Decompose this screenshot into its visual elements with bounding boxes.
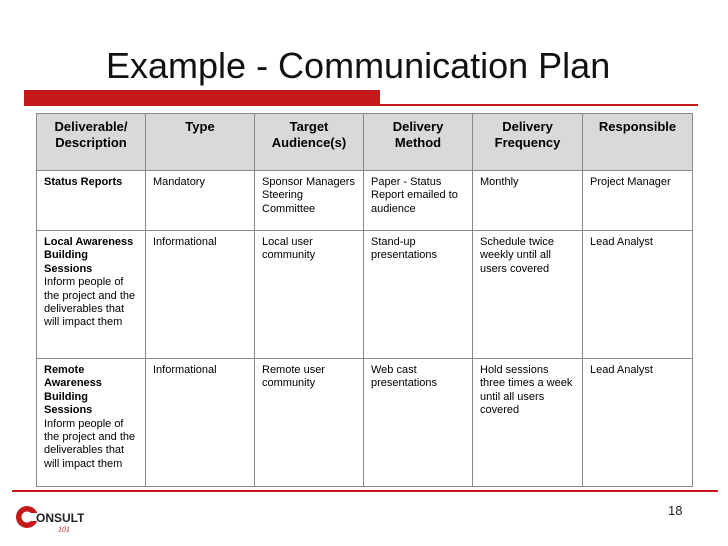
header-target-audience: Target Audience(s)	[255, 114, 364, 171]
cell-deliverable	[37, 359, 146, 487]
cell-frequency: Hold sessions three times a week until all users covered	[473, 359, 583, 487]
cell-frequency: Monthly	[473, 171, 583, 231]
logo-wordmark: ONSULT	[36, 511, 84, 525]
cell-responsible: Lead Analyst	[583, 359, 693, 487]
communication-plan-table	[36, 113, 693, 487]
deliverable-description: Inform people of the project and the deliverables that will impact them	[44, 417, 136, 470]
cell-type: Informational	[146, 359, 255, 487]
cell-audience: Local user community	[255, 231, 364, 359]
table-row	[37, 171, 693, 231]
slide-title: Example - Communication Plan	[106, 45, 611, 86]
cell-audience: Sponsor Managers Steering Committee	[255, 171, 364, 231]
consult-101-logo-icon	[14, 500, 84, 536]
cell-type: Mandatory	[146, 171, 255, 231]
cell-method: Paper - Status Report emailed to audience	[364, 171, 473, 231]
table-row	[37, 359, 693, 487]
deliverable-description: Inform people of the project and the deliverables that will impact them	[44, 276, 136, 329]
deliverable-title: Local Awareness Building Sessions	[44, 236, 134, 275]
table-row	[37, 231, 693, 359]
logo-subtext: 101	[58, 525, 70, 534]
cell-responsible: Lead Analyst	[583, 231, 693, 359]
table-header-row	[37, 114, 693, 171]
cell-audience: Remote user community	[255, 359, 364, 487]
cell-deliverable	[37, 231, 146, 359]
cell-method: Stand-up presentations	[364, 231, 473, 359]
cell-method: Web cast presentations	[364, 359, 473, 487]
header-delivery-frequency: Delivery Frequency	[473, 114, 583, 171]
header-deliverable: Deliverable/ Description	[37, 114, 146, 171]
header-delivery-method: Delivery Method	[364, 114, 473, 171]
cell-deliverable	[37, 171, 146, 231]
deliverable-title: Status Reports	[44, 176, 123, 188]
cell-type: Informational	[146, 231, 255, 359]
header-responsible: Responsible	[583, 114, 693, 171]
cell-responsible: Project Manager	[583, 171, 693, 231]
deliverable-title: Remote Awareness Building Sessions	[44, 364, 102, 417]
cell-frequency: Schedule twice weekly until all users covered	[473, 231, 583, 359]
header-type: Type	[146, 114, 255, 171]
footer-accent-line	[12, 490, 718, 492]
title-accent-line	[24, 104, 698, 106]
page-number: 18	[668, 503, 683, 518]
